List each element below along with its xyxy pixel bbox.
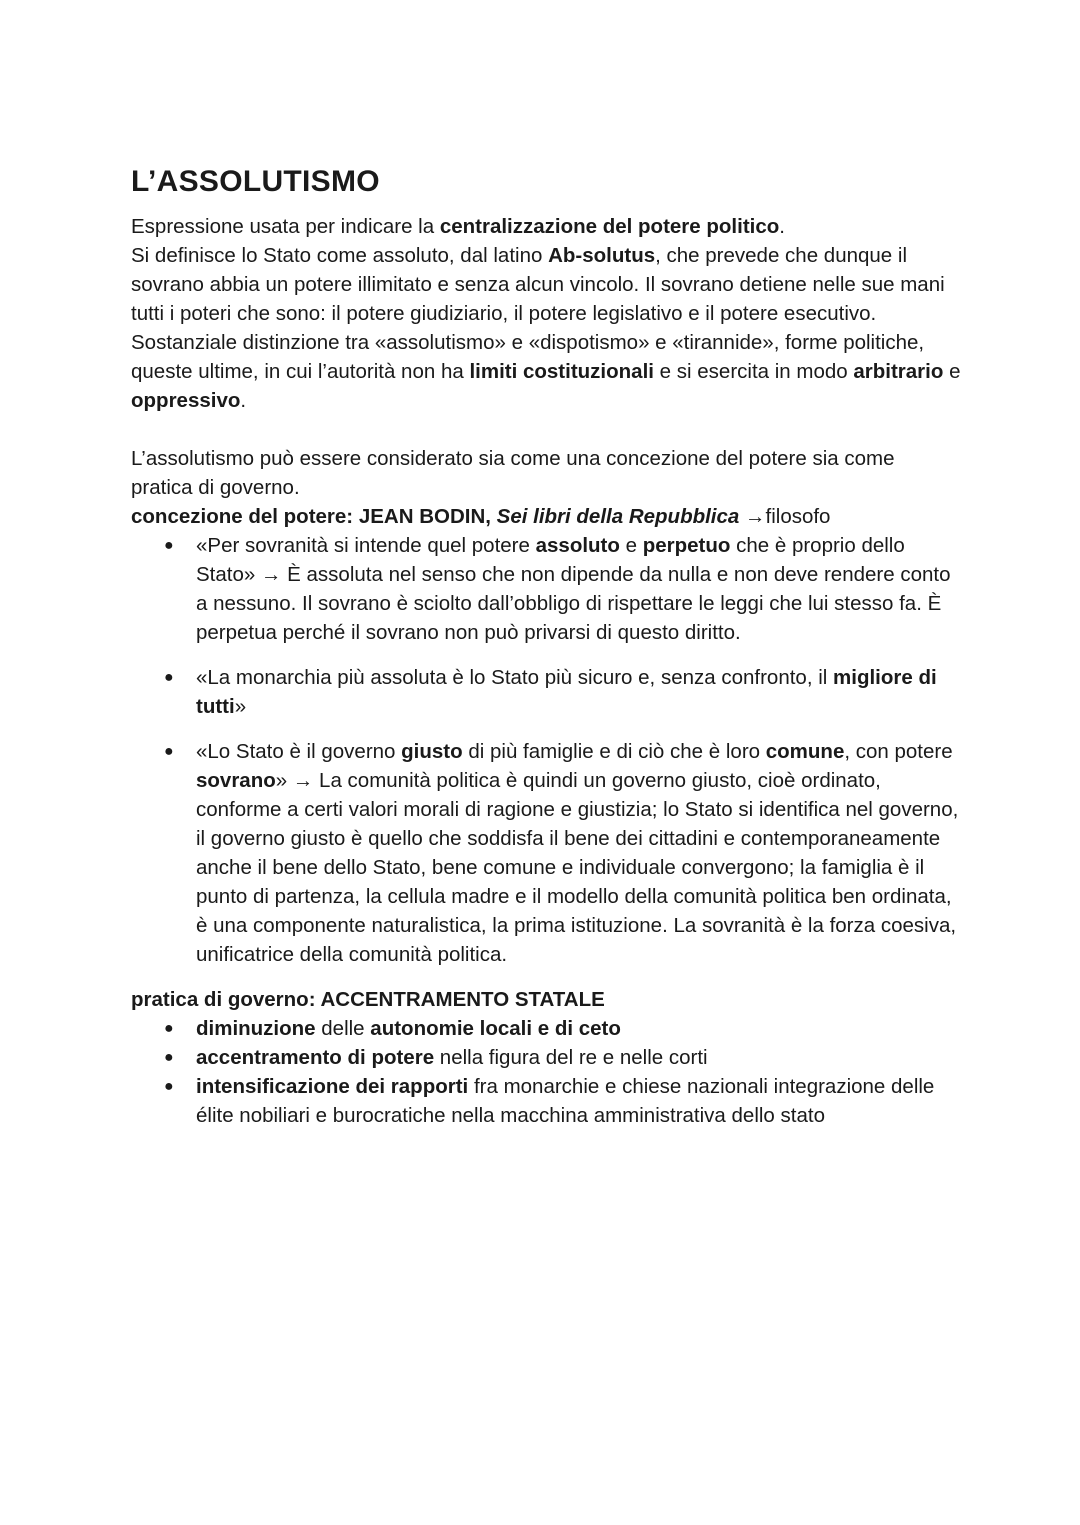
page-title: L’ASSOLUTISMO: [131, 165, 380, 198]
spacer: [131, 415, 961, 444]
bullet-icon: ●: [164, 743, 174, 760]
bodin-list: [131, 531, 961, 969]
intro-line-1: Espressione usata per indicare la centralizzazione del potere politico.: [131, 215, 785, 238]
list-item: ● intensificazione dei rapporti fra monarchie e chiese nazionali integrazione delle élite nobiliari e burocratiche nella macchina amministrativa dello stato: [131, 1072, 961, 1130]
intro-paragraph-2: Si definisce lo Stato come assoluto, dal latino Ab-solutus, che prevede che dunque il sovrano abbia un potere illimitato e senza alcun vincolo. Il sovrano detiene nelle sue mani tutti i poteri che sono: il potere giudiziario, il potere legislativo e il potere esecutivo.: [131, 244, 945, 325]
bullet-icon: ●: [164, 1049, 174, 1066]
document-content: [131, 160, 961, 1130]
list-item: ● diminuzione delle autonomie locali e di ceto: [131, 1014, 961, 1043]
bullet-icon: ●: [164, 1020, 174, 1037]
list-item: ● «La monarchia più assoluta è lo Stato più sicuro e, senza confronto, il migliore di tutti»: [131, 663, 961, 721]
bullet-icon: ●: [164, 669, 174, 686]
list-item: ● accentramento di potere nella figura del re e nelle corti: [131, 1043, 961, 1072]
list-item: ● «Per sovranità si intende quel potere assoluto e perpetuo che è proprio dello Stato» → È assoluta nel senso che non dipende da nulla e non deve rendere conto a nessuno. Il sovrano è sciolto dall’obbligo di rispettare le leggi che lui stesso fa. È perpetua perché il sovrano non può privarsi di questo diritto.: [131, 531, 961, 647]
paragraph-concezione-pratica: L’assolutismo può essere considerato sia come una concezione del potere sia come pratica di governo.: [131, 447, 895, 499]
pratica-heading: pratica di governo: ACCENTRAMENTO STATALE: [131, 988, 605, 1011]
list-item: ● «Lo Stato è il governo giusto di più famiglie e di ciò che è loro comune, con potere sovrano» → La comunità politica è quindi un governo giusto, cioè ordinato, conforme a certi valori morali di ragione e giustizia; lo Stato si identifica nel governo, il governo giusto è quello che soddisfa il bene dei cittadini e contemporaneamente anche il bene dello Stato, bene comune e individuale convergono; la famiglia è il punto di partenza, la cellula madre e il modello della comunità politica ben ordinata, è una componente naturalistica, la prima istituzione. La sovranità è la forza coesiva, unificatrice della comunità politica.: [131, 737, 961, 969]
intro-paragraph-3: Sostanziale distinzione tra «assolutismo» e «dispotismo» e «tirannide», forme politiche, queste ultime, in cui l’autorità non ha limiti costituzionali e si esercita in modo arbitrario e oppressivo.: [131, 331, 961, 412]
bullet-icon: ●: [164, 1078, 174, 1095]
bullet-icon: ●: [164, 537, 174, 554]
pratica-list: [131, 1014, 961, 1130]
bodin-heading: concezione del potere: JEAN BODIN, Sei libri della Repubblica →filosofo: [131, 505, 831, 528]
